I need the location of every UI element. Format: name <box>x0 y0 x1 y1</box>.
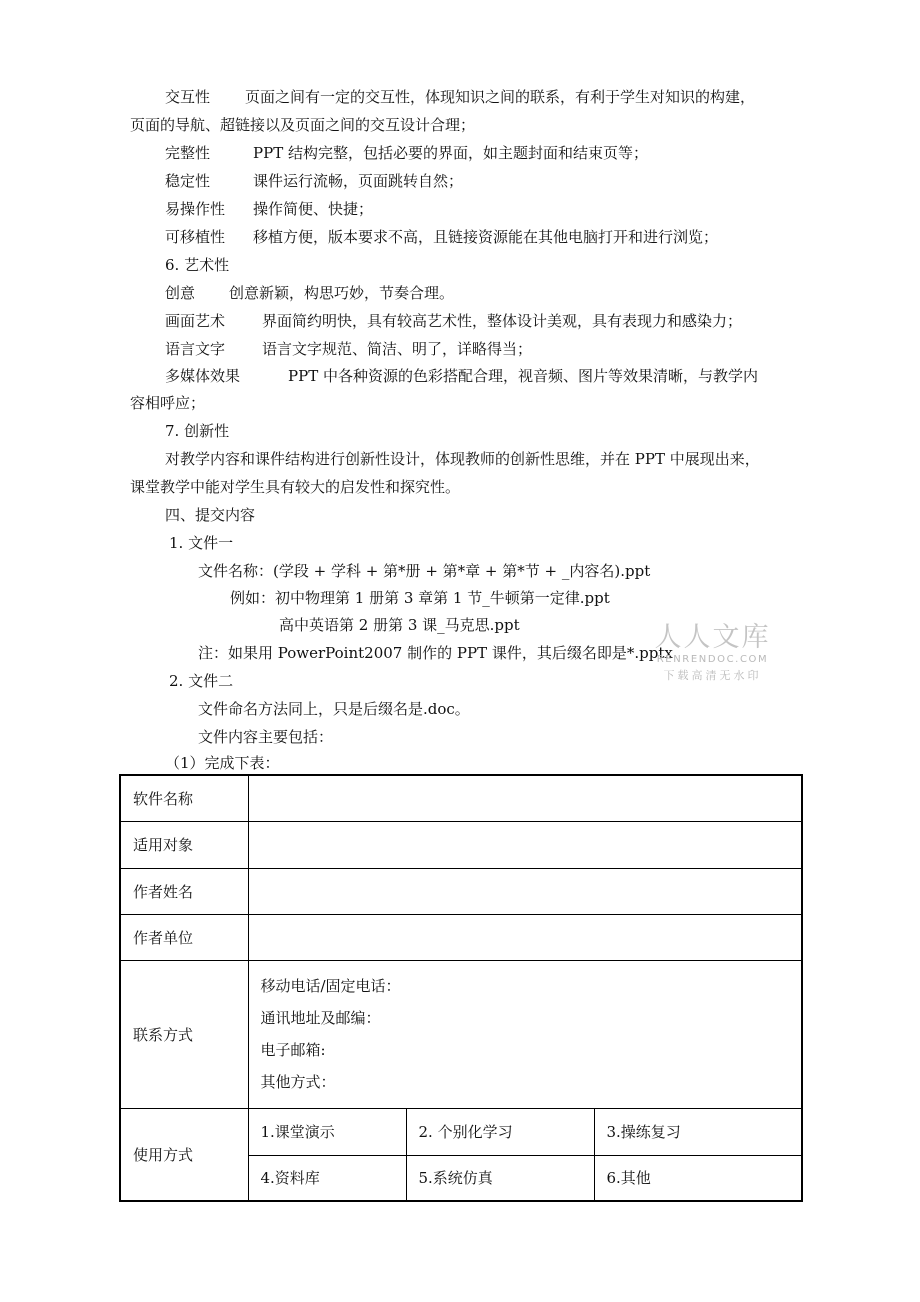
multimedia-line1 <box>165 366 758 386</box>
innovation-line1: 对教学内容和课件结构进行创新性设计，体现教师的创新性思维，并在 PPT 中展现出来， <box>165 450 760 468</box>
author-unit-value[interactable] <box>248 914 802 960</box>
table-row <box>120 775 802 821</box>
watermark-title: 人人文库 <box>654 622 771 653</box>
visual-art-label: 画面艺术 <box>165 312 226 330</box>
portability-line <box>165 227 718 247</box>
stability-label: 稳定性 <box>165 172 211 190</box>
usage-option-4[interactable]: 4.资料库 <box>248 1155 406 1201</box>
multimedia-line2: 容相呼应； <box>130 394 206 412</box>
completeness-text: PPT 结构完整，包括必要的界面，如主题封面和结束页等； <box>253 144 648 162</box>
table-row <box>120 960 802 1108</box>
creativity-text: 创意新颖，构思巧妙，节奏合理。 <box>229 284 455 302</box>
contact-address: 通讯地址及邮编： <box>260 1009 381 1027</box>
file2-contents: 文件内容主要包括： <box>198 728 334 746</box>
author-name-label: 作者姓名 <box>120 868 248 914</box>
contact-email: 电子邮箱: <box>260 1041 326 1059</box>
file1-example2: 高中英语第 2 册第 3 课_马克思.ppt <box>279 616 520 634</box>
target-audience-value[interactable] <box>248 821 802 868</box>
portability-label: 可移植性 <box>165 228 226 246</box>
usage-option-6[interactable]: 6.其他 <box>594 1155 802 1201</box>
table-row <box>120 868 802 914</box>
file1-naming: 文件名称：(学段 + 学科 + 第*册 + 第*章 + 第*节 + _内容名).ppt <box>198 562 651 580</box>
usage-label: 使用方式 <box>120 1108 248 1201</box>
language-text: 语言文字规范、简洁、明了，详略得当； <box>262 340 533 358</box>
usage-option-1[interactable]: 1.课堂演示 <box>248 1108 406 1155</box>
table-row <box>120 1108 802 1155</box>
creativity-label: 创意 <box>165 284 196 302</box>
language-label: 语言文字 <box>165 340 226 358</box>
contact-phone: 移动电话/固定电话： <box>260 977 401 995</box>
language-line <box>165 339 532 359</box>
file1-note: 注：如果用 PowerPoint2007 制作的 PPT 课件，其后缀名即是*.pptx <box>198 644 673 662</box>
watermark-tagline: 下载高清无水印 <box>663 669 762 682</box>
watermark-domain: RENRENDOC.COM <box>656 654 769 665</box>
usability-label: 易操作性 <box>165 200 226 218</box>
watermark <box>650 622 775 684</box>
visual-art-text: 界面简约明快，具有较高艺术性，整体设计美观，具有表现力和感染力； <box>262 312 743 330</box>
stability-line <box>165 171 463 191</box>
completeness-line <box>165 143 648 163</box>
completeness-label: 完整性 <box>165 144 211 162</box>
creativity-line <box>165 283 454 303</box>
author-unit-label: 作者单位 <box>120 914 248 960</box>
software-name-value[interactable] <box>248 775 802 821</box>
contact-value[interactable] <box>248 960 802 1108</box>
visual-art-line <box>165 311 742 331</box>
usage-option-5[interactable]: 5.系统仿真 <box>406 1155 594 1201</box>
interactivity-line1 <box>165 87 755 107</box>
multimedia-text: PPT 中各种资源的色彩搭配合理，视音频、图片等效果清晰，与教学内 <box>288 367 758 385</box>
contact-other: 其他方式： <box>260 1073 336 1091</box>
innovation-line2: 课堂教学中能对学生具有较大的启发性和探究性。 <box>130 478 461 496</box>
author-name-value[interactable] <box>248 868 802 914</box>
interactivity-text: 页面之间有一定的交互性，体现知识之间的联系，有利于学生对知识的构建， <box>245 88 756 106</box>
section-6-heading: 6. 艺术性 <box>165 256 230 274</box>
stability-text: 课件运行流畅，页面跳转自然； <box>253 172 464 190</box>
section-4-heading: 四、提交内容 <box>165 506 256 524</box>
usability-line <box>165 199 373 219</box>
table-row <box>120 914 802 960</box>
interactivity-label: 交互性 <box>165 88 211 106</box>
table-row <box>120 821 802 868</box>
software-name-label: 软件名称 <box>120 775 248 821</box>
interactivity-line2: 页面的导航、超链接以及页面之间的交互设计合理； <box>130 116 476 134</box>
file2-item1: （1）完成下表： <box>165 754 280 772</box>
software-info-table <box>119 774 803 1202</box>
usability-text: 操作简便、快捷； <box>253 200 374 218</box>
file2-title: 2. 文件二 <box>169 672 234 690</box>
contact-label: 联系方式 <box>120 960 248 1108</box>
portability-text: 移植方便，版本要求不高，且链接资源能在其他电脑打开和进行浏览； <box>253 228 719 246</box>
section-7-heading: 7. 创新性 <box>165 422 230 440</box>
target-audience-label: 适用对象 <box>120 821 248 868</box>
file1-example1: 例如：初中物理第 1 册第 3 章第 1 节_牛顿第一定律.ppt <box>230 589 610 607</box>
file2-naming: 文件命名方法同上，只是后缀名是.doc。 <box>198 700 470 718</box>
usage-option-2[interactable]: 2. 个别化学习 <box>406 1108 594 1155</box>
file1-title: 1. 文件一 <box>169 534 234 552</box>
usage-option-3[interactable]: 3.操练复习 <box>594 1108 802 1155</box>
multimedia-label: 多媒体效果 <box>165 367 241 385</box>
